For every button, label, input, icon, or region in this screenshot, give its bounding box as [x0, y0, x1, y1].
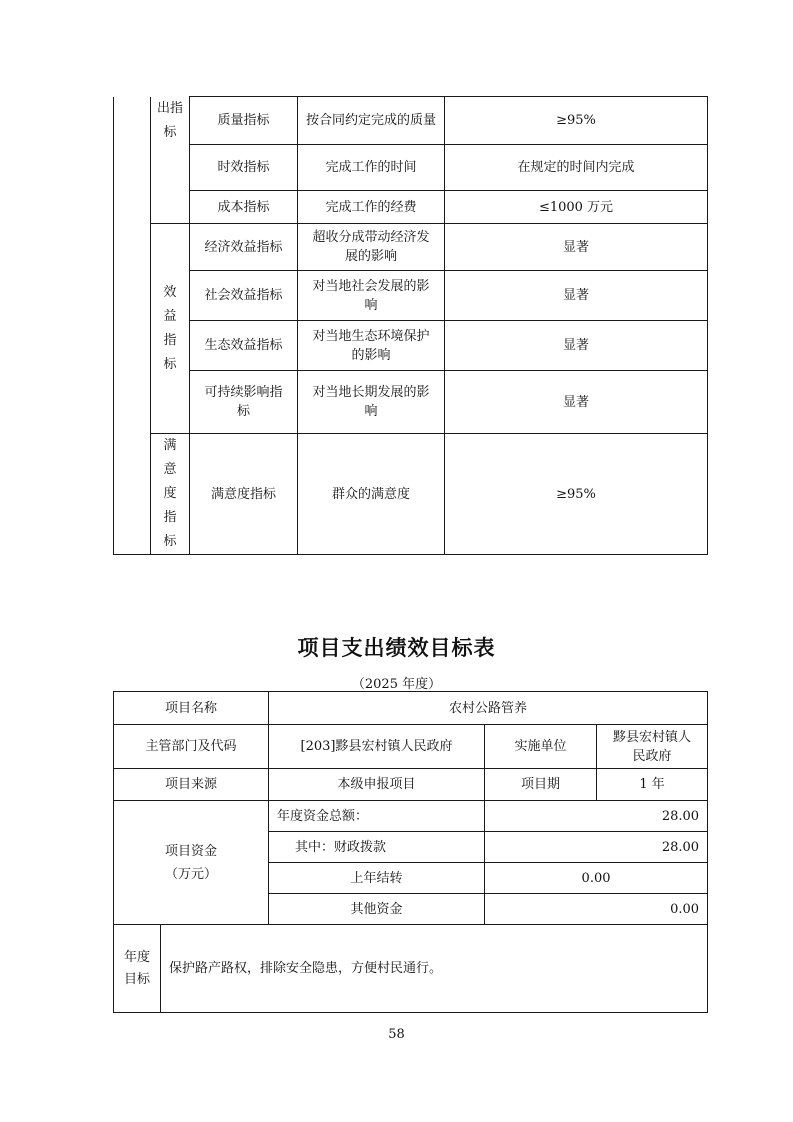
indicator-name: 质量指标: [190, 97, 298, 145]
funds-other-label: 其他资金: [269, 894, 485, 925]
page-title: 项目支出绩效目标表: [297, 636, 496, 660]
funds-title: 项目资金: [165, 843, 218, 859]
funds-total-value: 28.00: [485, 801, 708, 832]
indicator-name: 时效指标: [190, 145, 298, 191]
page-number: 58: [388, 1027, 405, 1042]
indicator-name: 生态效益指标: [190, 321, 298, 371]
department-value: [203]黟县宏村镇人民政府: [269, 725, 485, 769]
indicator-value: ≥95%: [445, 434, 708, 555]
indicator-value: 显著: [445, 371, 708, 434]
indicator-content: 对当地长期发展的影响: [298, 371, 445, 434]
satisfaction-indicator-label: 满意度指标: [151, 434, 190, 555]
indicator-content: 按合同约定完成的质量: [298, 97, 445, 145]
indicator-content: 完成工作的时间: [298, 145, 445, 191]
funds-carryover-value: 0.00: [485, 863, 708, 894]
project-source-label: 项目来源: [114, 769, 269, 801]
implementing-unit-label: 实施单位: [485, 725, 597, 769]
annual-goal-text: 保护路产路权，排除安全隐患，方便村民通行。: [161, 925, 708, 1013]
fiscal-year: （2025 年度）: [351, 677, 442, 692]
project-name-value: 农村公路管养: [269, 692, 708, 725]
implementing-unit-value: 黟县宏村镇人民政府: [597, 725, 708, 769]
benefit-indicator-label: 效益指标: [151, 224, 190, 434]
project-funds-label: [114, 801, 269, 925]
indicator-content: 对当地社会发展的影响: [298, 271, 445, 321]
indicator-name: 可持续影响指标: [190, 371, 298, 434]
indicator-content: 完成工作的经费: [298, 191, 445, 224]
blank-category-cell: [114, 97, 151, 555]
project-goals-table: [113, 691, 708, 1013]
indicator-name: 满意度指标: [190, 434, 298, 555]
indicator-value: 显著: [445, 271, 708, 321]
indicator-name: 社会效益指标: [190, 271, 298, 321]
indicator-value: ≥95%: [445, 97, 708, 145]
funds-carryover-label: 上年结转: [269, 863, 485, 894]
project-period-value: 1 年: [597, 769, 708, 801]
funds-total-label: 年度资金总额：: [269, 801, 485, 832]
indicator-content: 对当地生态环境保护的影响: [298, 321, 445, 371]
funds-fiscal-value: 28.00: [485, 832, 708, 863]
indicator-value: ≤1000 万元: [445, 191, 708, 224]
department-label: 主管部门及代码: [114, 725, 269, 769]
indicator-content: 群众的满意度: [298, 434, 445, 555]
annual-goal-label: 年度目标: [114, 925, 161, 1013]
performance-indicator-table: [113, 96, 708, 555]
indicator-name: 经济效益指标: [190, 224, 298, 271]
indicator-value: 显著: [445, 224, 708, 271]
output-indicator-label: 出指标: [151, 97, 190, 224]
project-period-label: 项目期: [485, 769, 597, 801]
funds-unit: （万元）: [165, 866, 218, 882]
indicator-content: 超收分成带动经济发展的影响: [298, 224, 445, 271]
indicator-value: 在规定的时间内完成: [445, 145, 708, 191]
funds-fiscal-label: 其中：财政拨款: [269, 832, 485, 863]
funds-other-value: 0.00: [485, 894, 708, 925]
project-name-label: 项目名称: [114, 692, 269, 725]
indicator-value: 显著: [445, 321, 708, 371]
indicator-name: 成本指标: [190, 191, 298, 224]
project-source-value: 本级申报项目: [269, 769, 485, 801]
